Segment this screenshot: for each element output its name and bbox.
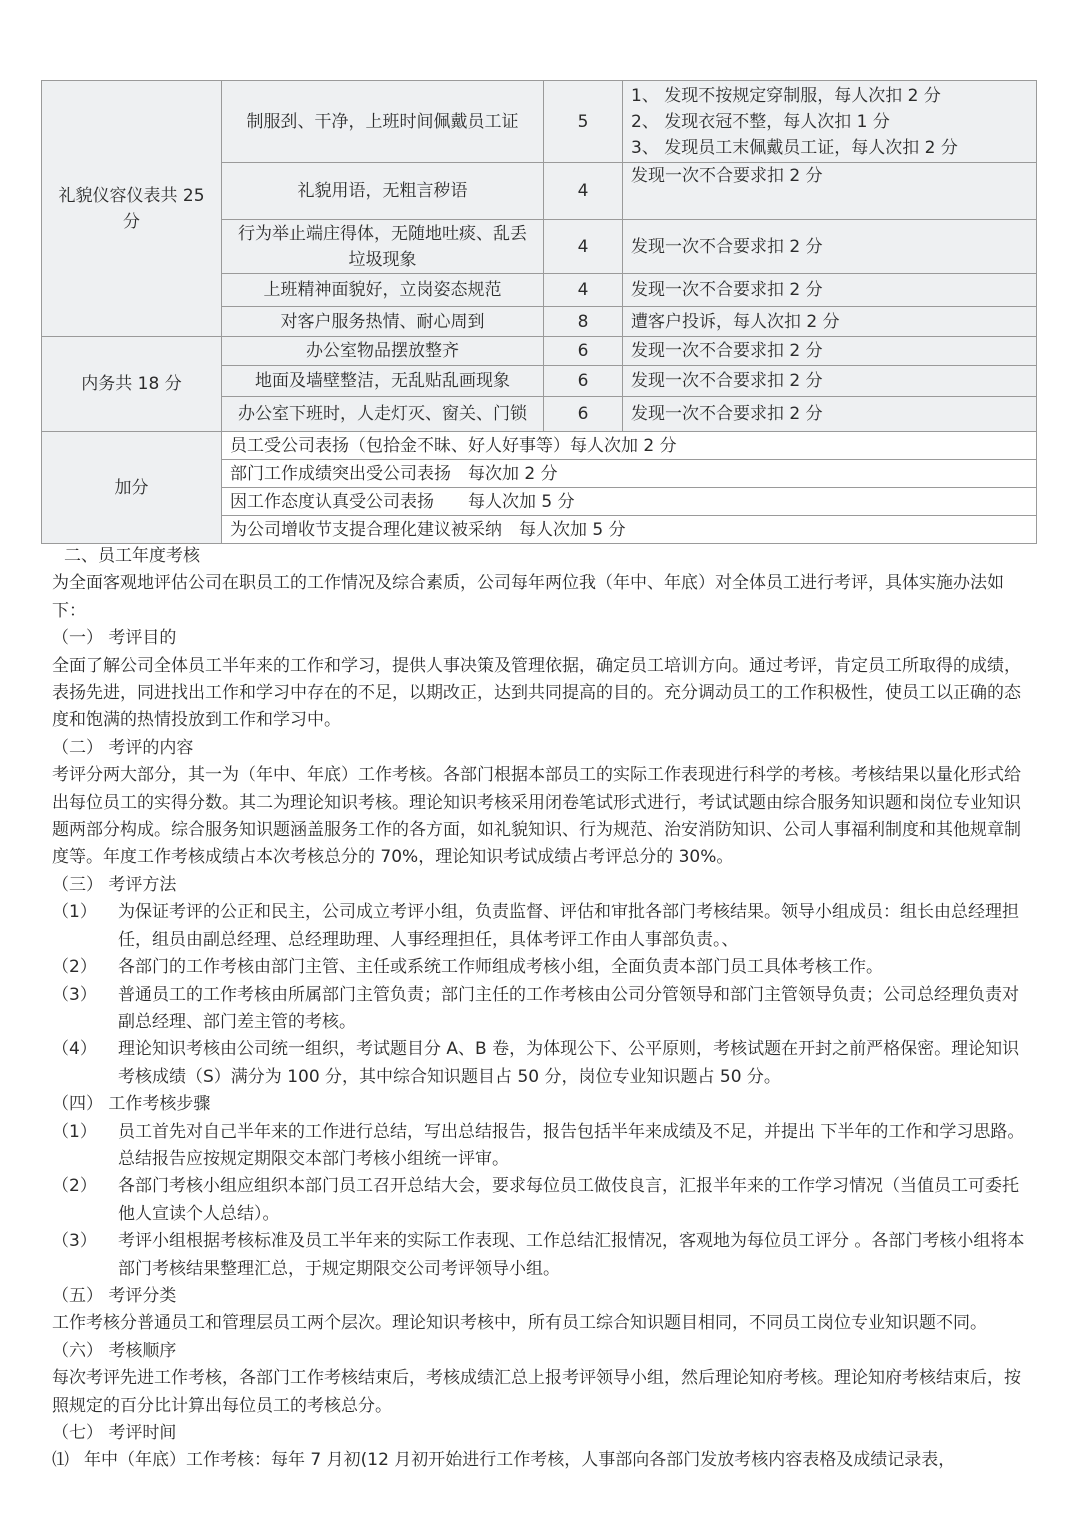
criteria-cell: 办公室下班时，人走灯灭、窗关、门锁: [222, 397, 544, 432]
item-text: 普通员工的工作考核由所属部门主管负责；部门主任的工作考核由公司分管领导和部门主管领导负责；公司总经理负责对副总经理、部门差主管的考核。: [118, 984, 1019, 1032]
document-body: [52, 543, 1032, 1475]
list-item: [52, 1228, 1032, 1283]
item-text: 考评小组根据考核标准及员工半年来的实际工作表现、工作总结汇报情况，客观地为每位员工评分 。各部门考核小组将本部门考核结果整理汇总，于规定期限交公司考评领导小组。: [118, 1231, 1025, 1279]
category-bonus: 加分: [42, 432, 222, 544]
score-cell: 4: [544, 274, 623, 307]
bonus-row: 员工受公司表扬（包拾金不昧、好人好事等）每人次加 2 分: [222, 432, 1037, 460]
list-item: [52, 1119, 1032, 1174]
rule-line: 2、 发现衣冠不整，每人次扣 1 分: [631, 111, 890, 132]
score-cell: 4: [544, 163, 623, 220]
criteria-cell: 行为举止端庄得体，无随地吐痰、乱丢垃圾现象: [222, 220, 544, 274]
rule-cell: [623, 81, 1037, 163]
subsection-title-order: （六） 考核顺序: [52, 1340, 177, 1361]
score-cell: 4: [544, 220, 623, 274]
criteria-cell: 上班精神面貌好，立岗姿态规范: [222, 274, 544, 307]
rule-cell: 发现一次不合要求扣 2 分: [623, 274, 1037, 307]
subsection-title-steps: （四） 工作考核步骤: [52, 1094, 211, 1115]
bonus-row: 因工作态度认真受公司表扬 每人次加 5 分: [222, 488, 1037, 516]
score-cell: 6: [544, 337, 623, 366]
list-item: [52, 1447, 1032, 1474]
paragraph-purpose: 全面了解公司全体员工半年来的工作和学习，提供人事决策及管理依据，确定员工培训方向。通过考评，肯定员工所取得的成绩，表扬先进，同进找出工作和学习中存在的不足，以期改正，达到共同提高的目的。充分调动员工的工作积极性，使员工以正确的态度和饱满的热情投放到工作和学习中。: [52, 655, 1021, 731]
list-item: [52, 982, 1032, 1037]
item-text: 员工首先对自己半年来的工作进行总结，写出总结报告，报告包括半年来成绩及不足，并提出 下半年的工作和学习思路。总结报告应按规定期限交本部门考核小组统一评审。: [118, 1121, 1025, 1169]
score-cell: 5: [544, 81, 623, 163]
rule-line: 1、 发现不按规定穿制服，每人次扣 2 分: [631, 85, 941, 106]
subsection-title-content: （二） 考评的内容: [52, 737, 194, 758]
item-number: （2）: [52, 1176, 97, 1197]
item-number: （3）: [52, 1231, 97, 1252]
item-number: （3）: [52, 984, 97, 1005]
paragraph-order: 每次考评先进工作考核，各部门工作考核结束后，考核成绩汇总上报考评领导小组，然后理论知府考核。理论知府考核结束后，按照规定的百分比计算出每位员工的考核总分。: [52, 1368, 1021, 1416]
list-item: [52, 954, 1032, 981]
rule-cell: 发现一次不合要求扣 2 分: [623, 337, 1037, 366]
score-cell: 6: [544, 366, 623, 397]
list-item: [52, 1036, 1032, 1091]
bonus-row: 部门工作成绩突出受公司表扬 每次加 2 分: [222, 460, 1037, 488]
paragraph-content: 考评分两大部分，其一为（年中、年底）工作考核。各部门根据本部员工的实际工作表现进行科学的考核。考核结果以量化形式给出每位员工的实得分数。其二为理论知识考核。理论知识考核采用闭卷笔试形式进行，考试试题由综合服务知识题和岗位专业知识题两部分构成。综合服务知识题涵盖服务工作的各方面，如礼貌知识、行为规范、治安消防知识、公司人事福利制度和其他规章制度等。年度工作考核成绩占本次考核总分的 70%，理论知识考试成绩占考评总分的 30%。: [52, 765, 1021, 868]
list-item: [52, 899, 1032, 954]
subsection-title-purpose: （一） 考评目的: [52, 628, 177, 649]
rule-cell: 发现一次不合要求扣 2 分: [623, 220, 1037, 274]
rule-cell: 发现一次不合要求扣 2 分: [623, 163, 1037, 220]
category-housekeeping: 内务共 18 分: [42, 337, 222, 432]
subsection-title-method: （三） 考评方法: [52, 874, 177, 895]
assessment-table: [41, 80, 1037, 544]
rule-cell: 发现一次不合要求扣 2 分: [623, 397, 1037, 432]
item-text: 年中（年底）工作考核：每年 7 月初(12 月初开始进行工作考核，人事部向各部门发放考核内容表格及成绩记录表，: [84, 1450, 956, 1471]
rule-cell: 遭客户投诉，每人次扣 2 分: [623, 307, 1037, 337]
item-number: （1）: [52, 1121, 97, 1142]
item-number: （2）: [52, 957, 97, 978]
rule-cell: 发现一次不合要求扣 2 分: [623, 366, 1037, 397]
subsection-title-time: （七） 考评时间: [52, 1423, 177, 1443]
score-cell: 6: [544, 397, 623, 432]
item-text: 各部门的工作考核由部门主管、主任或系统工作师组成考核小组，全面负责本部门员工具体考核工作。: [118, 957, 883, 978]
item-text: 理论知识考核由公司统一组织，考试题目分 A、B 卷，为体现公下、公平原则，考核试题在开封之前严格保密。理论知识考核成绩（S）满分为 100 分，其中综合知识题目占 50 分，岗位专业知识题占 50 分。: [118, 1039, 1020, 1087]
rule-line: 3、 发现员工末佩戴员工证，每人次扣 2 分: [631, 137, 958, 158]
intro-paragraph: 为全面客观地评估公司在职员工的工作情况及综合素质，公司每年两位我（年中、年底）对全体员工进行考评，具体实施办法如下：: [52, 573, 1004, 621]
item-number: ⑴: [52, 1450, 69, 1471]
paragraph-classification: 工作考核分普通员工和管理层员工两个层次。理论知识考核中，所有员工综合知识题目相同，不同员工岗位专业知识题不同。: [52, 1313, 987, 1334]
criteria-cell: 地面及墙壁整洁，无乱贴乱画现象: [222, 366, 544, 397]
category-etiquette: 礼貌仪容仪表共 25 分: [42, 81, 222, 337]
list-item: [52, 1173, 1032, 1228]
subsection-title-classification: （五） 考评分类: [52, 1285, 177, 1306]
criteria-cell: 礼貌用语，无粗言秽语: [222, 163, 544, 220]
item-number: （1）: [52, 902, 97, 923]
section-heading: 二、员工年度考核: [64, 546, 200, 566]
criteria-cell: 对客户服务热情、耐心周到: [222, 307, 544, 337]
item-text: 各部门考核小组应组织本部门员工召开总结大会，要求每位员工做伎良言，汇报半年来的工作学习情况（当值员工可委托他人宣读个人总结）。: [118, 1176, 1019, 1224]
criteria-cell: 办公室物品摆放整齐: [222, 337, 544, 366]
item-number: （4）: [52, 1039, 97, 1060]
bonus-row: 为公司增收节支提合理化建议被采纳 每人次加 5 分: [222, 516, 1037, 544]
item-text: 为保证考评的公正和民主，公司成立考评小组，负责监督、评估和审批各部门考核结果。领导小组成员：组长由总经理担任，组员由副总经理、总经理助理、人事经理担任，具体考评工作由人事部负责。、: [118, 902, 1019, 950]
criteria-cell: 制服刭、干净，上班时间佩戴员工证: [222, 81, 544, 163]
score-cell: 8: [544, 307, 623, 337]
